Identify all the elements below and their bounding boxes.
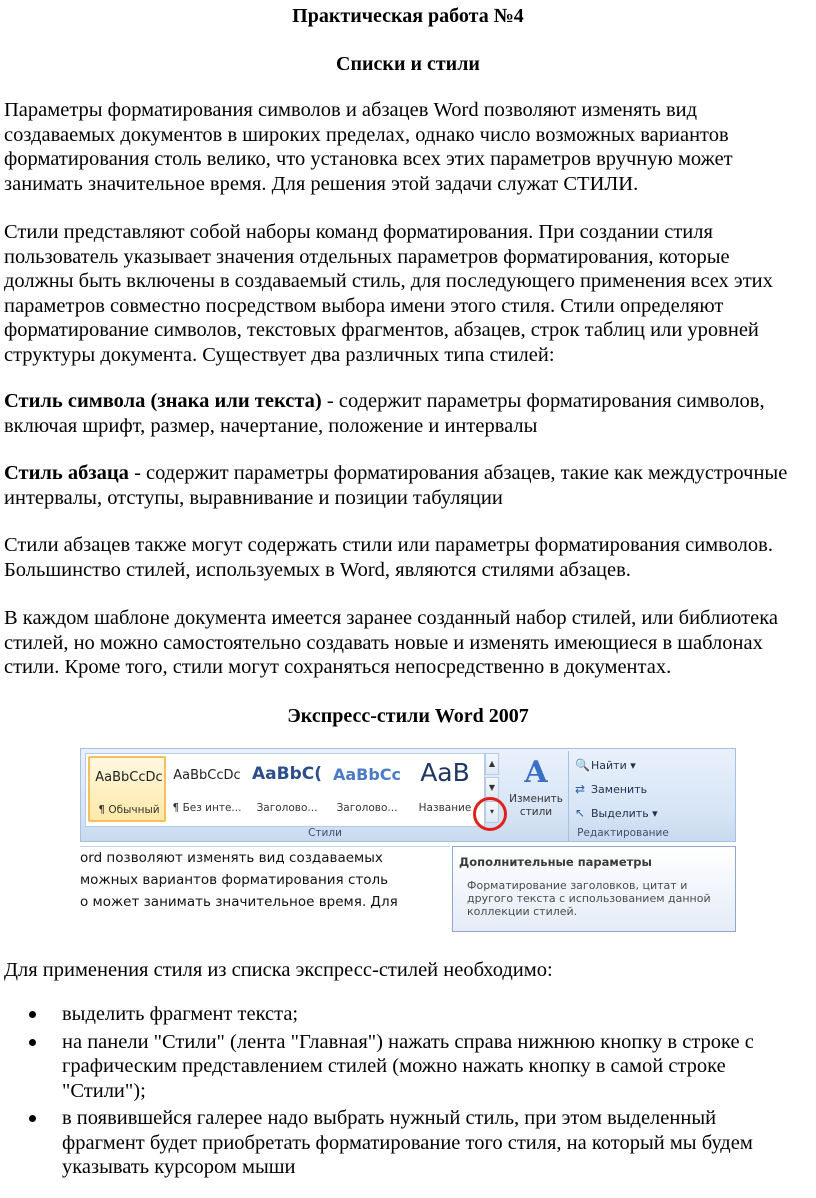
- paragraph-para-style: [4, 461, 804, 510]
- replace-icon: ⇄: [575, 782, 586, 796]
- char-style-desc: - содержит параметры форматирования символов, включая шрифт, размер, начертание, положение и интервалы: [4, 390, 765, 437]
- replace-button[interactable]: [575, 777, 735, 801]
- change-styles-button[interactable]: [506, 753, 566, 827]
- style-name: Заголово...: [336, 802, 398, 814]
- paragraph-char-style: [4, 389, 804, 438]
- group-separator: [568, 751, 569, 841]
- tooltip-description: Форматирование заголовков, цитат и другого текста с использованием данной коллекции стилей.: [467, 879, 711, 918]
- change-styles-label: Изменить стили: [509, 793, 563, 818]
- bullet-icon: [29, 1115, 36, 1122]
- style-no-spacing[interactable]: [168, 756, 246, 822]
- style-sample: AaBbCcDc: [173, 768, 241, 783]
- paragraph-templates: В каждом шаблоне документа имеется заранее созданный набор стилей, или библиотека стилей, но можно самостоятельно создавать новые и изменять имеющиеся в шаблонах стили. Кроме того, стили могут сохраняться непосредственно в документах.: [4, 607, 778, 678]
- list-item: [0, 1030, 800, 1104]
- replace-label: Заменить: [591, 783, 648, 796]
- style-sample: AaBbCcDc: [95, 770, 163, 785]
- style-name: ¶ Обычный: [98, 804, 160, 816]
- find-label: Найти ▾: [591, 759, 636, 772]
- list-item: [0, 1002, 800, 1027]
- more-button-highlight: [473, 797, 507, 831]
- style-heading-2[interactable]: [328, 756, 406, 822]
- style-heading-1[interactable]: [248, 756, 326, 822]
- doc-line: ord позволяют изменять вид создаваемых: [80, 850, 383, 866]
- quick-styles-gallery: [85, 753, 485, 827]
- paragraph-styles-definition: Стили представляют собой наборы команд форматирования. При создании стиля пользователь указывает значения отдельных параметров форматирования, которые должны быть включены в создаваемый стиль, для последующего применения всех этих параметров совместно посредством выбора имени этого стиля. Стили определяют форматирование символов, текстовых фрагментов, абзацев, строк таблиц или уровней структуры документа. Существует два различных типа стилей:: [4, 221, 773, 366]
- para-style-term: Стиль абзаца: [4, 462, 129, 484]
- select-label: Выделить ▾: [591, 807, 658, 820]
- para-style-desc: - содержит параметры форматирования абзацев, такие как междустрочные интервалы, отступы, выравнивание и позиции табуляции: [4, 462, 788, 509]
- page-subtitle: Списки и стили: [336, 53, 480, 75]
- gallery-up-button[interactable]: ▲: [485, 753, 499, 775]
- paragraph-intro: Параметры форматирования символов и абзацев Word позволяют изменять вид создаваемых документов в широких пределах, однако число возможных вариантов форматирования столь велико, что установка всех этих параметров вручную может занимать значительное время. Для решения этой задачи служат СТИЛИ.: [4, 99, 733, 195]
- styles-group-label: Стили: [308, 827, 342, 839]
- select-button[interactable]: [575, 801, 735, 825]
- word-ribbon-screenshot: [80, 748, 736, 932]
- editing-group-label: Редактирование: [577, 827, 669, 839]
- doc-line: о может занимать значительное время. Для: [80, 894, 398, 910]
- style-normal[interactable]: [88, 756, 166, 822]
- find-button[interactable]: [575, 753, 735, 777]
- style-sample: AaBbCc: [332, 765, 402, 784]
- list-item: [0, 1106, 800, 1180]
- tooltip-title: Дополнительные параметры: [459, 855, 652, 869]
- style-name: Заголово...: [256, 802, 318, 814]
- list-item-text: выделить фрагмент текста;: [62, 1003, 299, 1025]
- style-sample: AaBbC(: [251, 764, 322, 784]
- char-style-term: Стиль символа (знака или текста): [4, 390, 322, 412]
- bullet-icon: [29, 1039, 36, 1046]
- bullet-icon: [29, 1011, 36, 1018]
- style-name: Название: [418, 802, 472, 814]
- list-intro: Для применения стиля из списка экспресс-стилей необходимо:: [4, 959, 553, 981]
- binoculars-icon: 🔍: [575, 758, 590, 772]
- paragraph-para-styles-note: Стили абзацев также могут содержать стили или параметры форматирования символов. Большинство стилей, используемых в Word, являются стилями абзацев.: [4, 534, 773, 581]
- style-name: ¶ Без инте...: [172, 802, 242, 814]
- steps-list: [0, 1002, 800, 1183]
- list-item-text: на панели "Стили" (лента "Главная") нажать справа нижнюю кнопку в строке с графическим представлением стилей (можно нажать кнопку в самой строке "Стили");: [62, 1030, 754, 1102]
- document-text-area: [80, 846, 450, 933]
- ribbon-home: [80, 748, 736, 842]
- change-styles-icon: A: [524, 755, 548, 790]
- section-title: Экспресс-стили Word 2007: [287, 705, 529, 727]
- style-sample: AaB: [420, 758, 470, 787]
- editing-group: [575, 753, 735, 825]
- list-item-text: в появившейся галерее надо выбрать нужный стиль, при этом выделенный фрагмент будет приобретать форматирование того стиля, на который мы будем указывать курсором мыши: [62, 1107, 753, 1178]
- tooltip-more-options: [452, 846, 736, 932]
- cursor-icon: ↖: [575, 806, 586, 820]
- page-title: Практическая работа №4: [292, 5, 524, 27]
- gallery-down-button[interactable]: ▼: [485, 777, 499, 799]
- doc-line: можных вариантов форматирования столь: [80, 872, 389, 888]
- gallery-more-button[interactable]: ▾: [485, 801, 499, 823]
